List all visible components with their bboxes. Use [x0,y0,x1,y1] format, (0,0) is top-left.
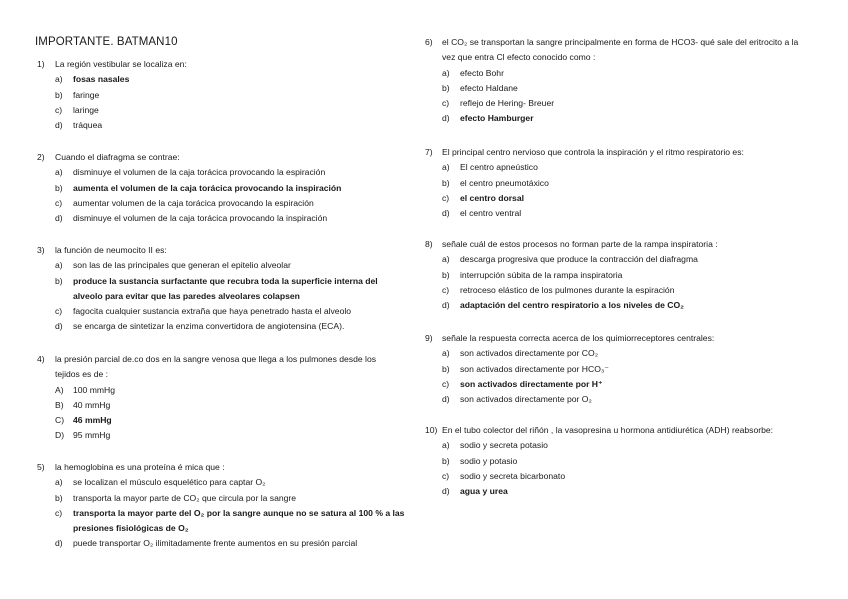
question-number: 7) [425,147,433,157]
option-letter: a) [442,440,450,451]
option-d [37,428,402,443]
option-c [37,506,407,537]
option-b [37,88,397,103]
question-8 [425,237,815,313]
question-number: 9) [425,333,433,343]
question-1 [37,57,397,133]
option-text: aumentar volumen de la caja torácica provocando la espiración [73,197,314,208]
option-c [425,96,810,111]
option-letter: d) [55,213,63,224]
option-text: son activados directamente por HCO₃⁻ [460,363,609,374]
option-b [37,181,397,196]
option-d [37,118,397,133]
option-d [425,298,815,313]
option-letter: a) [442,162,450,173]
option-c [37,413,402,428]
option-c [37,103,397,118]
option-b [37,398,402,413]
option-d [425,111,810,126]
option-letter: a) [442,67,450,78]
option-text: retroceso elástico de los pulmones durante la espiración [460,284,675,295]
option-c [425,191,815,206]
option-text: agua y urea [460,486,508,497]
option-letter: c) [442,98,450,109]
option-text: disminuye el volumen de la caja torácica provocando la inspiración [73,213,328,224]
option-letter: d) [55,538,63,549]
option-text: el centro dorsal [460,192,524,203]
option-letter: a) [442,254,450,265]
option-letter: d) [55,120,63,131]
option-letter: c) [55,104,63,115]
option-c [37,196,397,211]
option-letter: D) [55,430,65,441]
option-letter: A) [55,384,64,395]
question-7 [425,145,815,221]
option-text: transporta la mayor parte de CO₂ que circula por la sangre [73,492,297,503]
option-letter: a) [55,260,63,271]
option-letter: b) [442,455,450,466]
option-text: fosas nasales [73,74,130,85]
option-text: efecto Bohr [460,67,504,78]
option-text: efecto Haldane [460,82,518,93]
option-b [37,274,402,305]
option-text: efecto Hamburger [460,113,534,124]
question-9 [425,331,815,407]
question-stem: el CO₂ se transportan la sangre principalmente en forma de HCO3- qué sale del eritrocito a la vez que entra Cl efecto conocido como : [442,37,799,63]
option-a [425,252,815,267]
option-text: se encarga de sintetizar la enzima convertidora de angiotensina (ECA). [73,321,345,332]
option-text: reflejo de Hering- Breuer [460,98,555,109]
option-letter: b) [442,269,450,280]
option-letter: d) [442,486,450,497]
option-letter: c) [442,284,450,295]
question-stem: Cuando el diafragma se contrae: [55,152,180,162]
option-a [37,258,402,273]
question-number: 5) [37,462,45,472]
question-stem: señale la respuesta correcta acerca de los quimiorreceptores centrales: [442,333,715,343]
option-letter: b) [442,177,450,188]
option-text: produce la sustancia surfactante que recubra toda la superficie interna del alveolo para evitar que las paredes alveolares colapsen [73,275,378,301]
option-letter: c) [442,192,450,203]
option-text: el centro pneumotáxico [460,177,549,188]
option-text: sodio y potasio [460,455,518,466]
option-letter: a) [55,477,63,488]
option-text: tráquea [73,120,103,131]
question-number: 8) [425,239,433,249]
option-a [425,346,815,361]
option-text: disminuye el volumen de la caja torácica provocando la espiración [73,167,326,178]
option-letter: c) [55,306,63,317]
option-letter: d) [442,300,450,311]
question-stem: la función de neumocito II es: [55,245,167,255]
option-letter: c) [442,378,450,389]
option-letter: B) [55,399,64,410]
option-b [425,454,810,469]
option-text: son activados directamente por CO₂ [460,348,599,359]
option-letter: d) [442,113,450,124]
option-text: El centro apneústico [460,162,538,173]
option-b [425,362,815,377]
question-5 [37,460,407,552]
option-letter: d) [442,208,450,219]
question-stem: señale cuál de estos procesos no forman parte de la rampa inspiratoria : [442,239,718,249]
question-number: 6) [425,37,433,47]
option-text: 40 mmHg [73,399,111,410]
option-letter: c) [55,197,63,208]
option-d [37,536,407,551]
option-letter: b) [55,492,63,503]
option-b [425,81,810,96]
option-letter: d) [442,394,450,405]
option-letter: b) [55,89,63,100]
option-d [37,319,402,334]
document-title: IMPORTANTE. BATMAN10 [35,36,178,48]
option-text: 95 mmHg [73,430,111,441]
question-stem: El principal centro nervioso que controla la inspiración y el ritmo respiratorio es: [442,147,744,157]
question-stem: La región vestibular se localiza en: [55,59,187,69]
option-text: fagocita cualquier sustancia extraña que haya penetrado hasta el alveolo [73,306,352,317]
option-text: adaptación del centro respiratorio a los niveles de CO₂ [460,300,684,311]
option-letter: C) [55,415,65,426]
option-text: son las de las principales que generan el epitelio alveolar [73,260,291,271]
option-d [37,211,397,226]
option-a [37,383,402,398]
option-letter: a) [442,348,450,359]
question-number: 4) [37,354,45,364]
option-text: faringe [73,89,100,100]
option-text: laringe [73,104,99,115]
question-number: 3) [37,245,45,255]
option-b [425,268,815,283]
option-a [425,438,810,453]
option-text: 46 mmHg [73,415,112,426]
option-text: son activados directamente por H⁺ [460,378,603,389]
option-a [37,475,407,490]
option-text: descarga progresiva que produce la contracción del diafragma [460,254,698,265]
option-text: sodio y secreta bicarbonato [460,470,566,481]
question-number: 10) [425,425,438,435]
question-stem: la hemoglobina es una proteína é mica que : [55,462,225,472]
question-2 [37,150,397,226]
question-6 [425,35,810,127]
option-c [37,304,402,319]
question-4 [37,352,402,444]
option-letter: d) [55,321,63,332]
option-c [425,283,815,298]
option-a [37,72,397,87]
option-letter: b) [55,182,63,193]
question-number: 2) [37,152,45,162]
option-text: transporta la mayor parte del O₂ por la sangre aunque no se satura al 100 % a las presiones fisiológicas de O₂ [73,507,405,534]
option-text: interrupción súbita de la rampa inspiratoria [460,269,623,280]
option-text: 100 mmHg [73,384,116,395]
option-d [425,392,815,407]
question-stem: En el tubo colector del riñón , la vasopresina u hormona antidiurética (ADH) reabsorbe: [442,425,774,435]
option-d [425,484,810,499]
option-b [37,491,407,506]
option-text: aumenta el volumen de la caja torácica provocando la inspiración [73,182,342,193]
option-text: sodio y secreta potasio [460,440,548,451]
option-letter: b) [442,363,450,374]
option-letter: a) [55,74,63,85]
option-letter: b) [442,82,450,93]
option-text: son activados directamente por O₂ [460,394,592,405]
option-letter: b) [55,275,63,286]
question-stem: la presión parcial de.co dos en la sangre venosa que llega a los pulmones desde los tejidos es de : [55,354,377,380]
option-letter: a) [55,167,63,178]
option-c [425,469,810,484]
question-10 [425,423,810,499]
option-d [425,206,815,221]
option-b [425,176,815,191]
option-a [425,160,815,175]
option-text: puede transportar O₂ ilimitadamente frente aumentos en su presión parcial [73,538,358,549]
option-a [425,66,810,81]
question-3 [37,243,402,335]
option-text: se localizan el músculo esquelético para captar O₂ [73,477,266,488]
option-text: el centro ventral [460,208,522,219]
option-letter: c) [442,470,450,481]
option-letter: c) [55,507,63,518]
option-c [425,377,815,392]
question-number: 1) [37,59,45,69]
option-a [37,165,397,180]
